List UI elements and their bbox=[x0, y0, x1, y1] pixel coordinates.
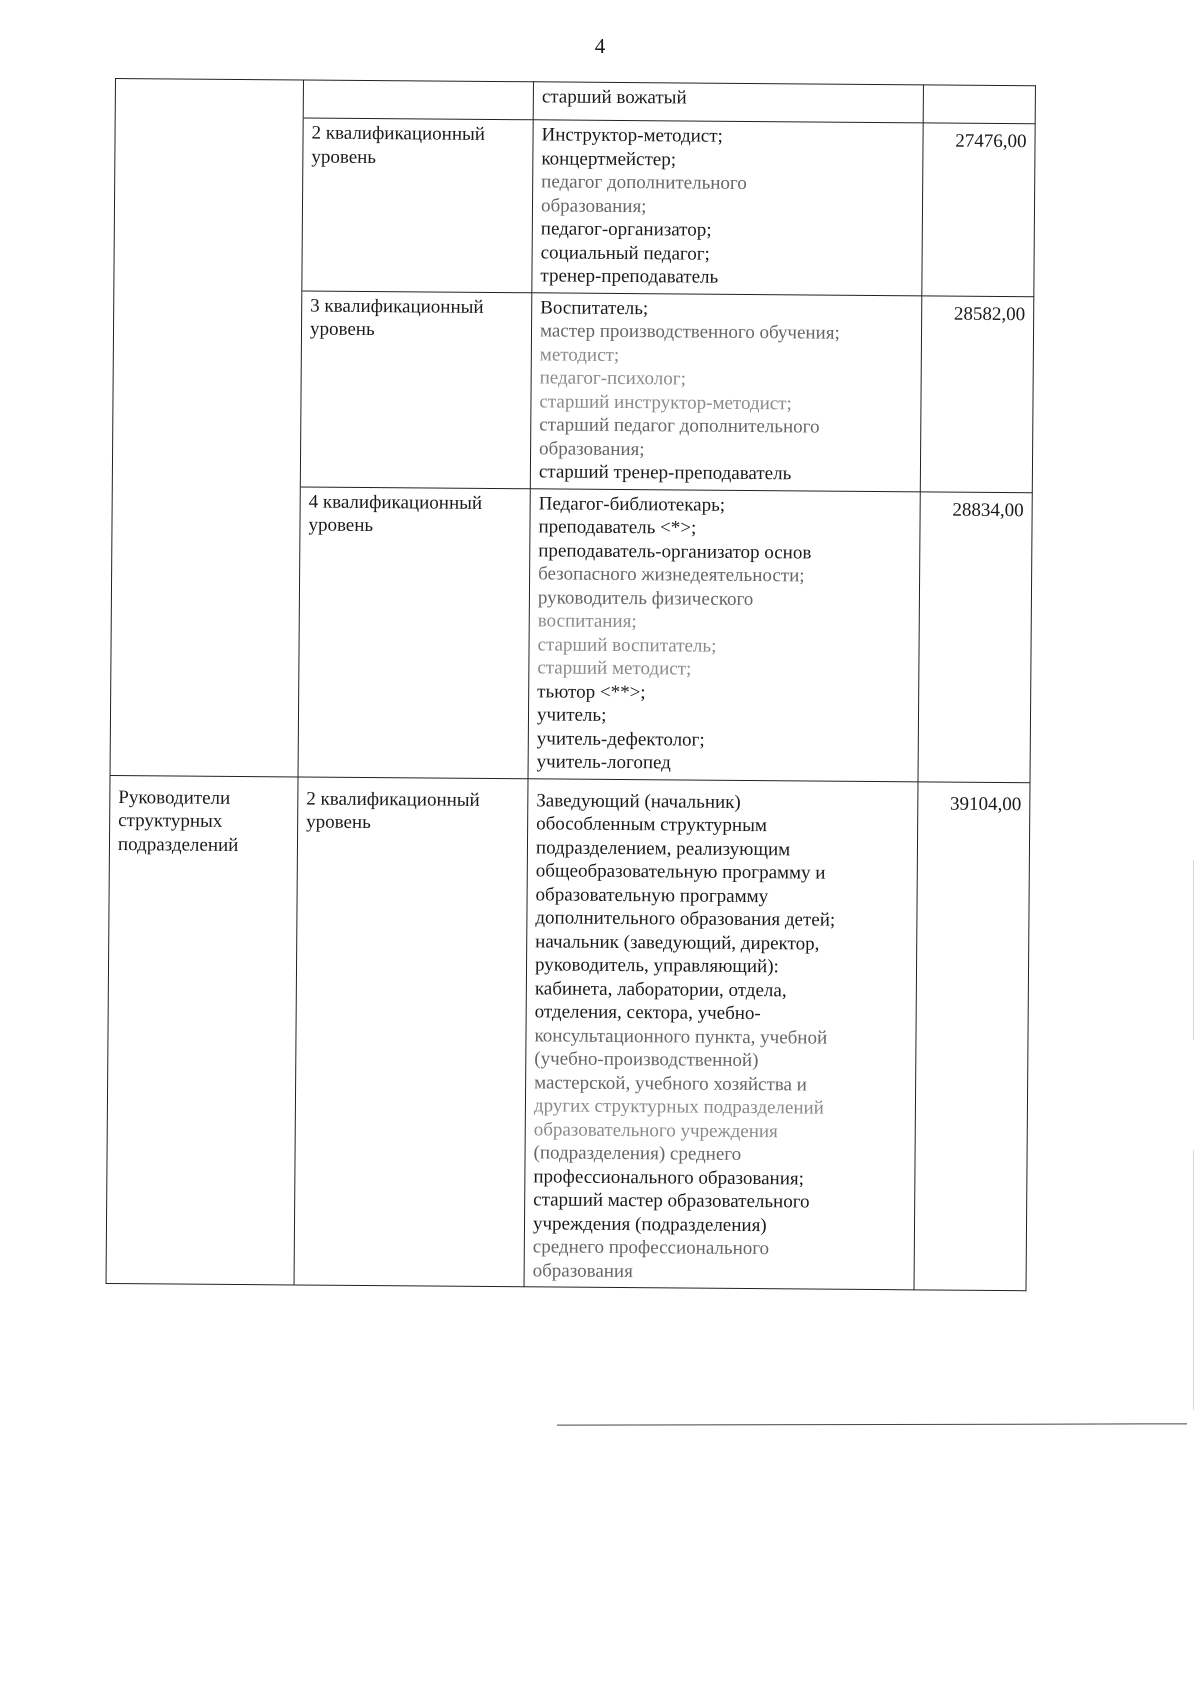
position-item: образования bbox=[532, 1259, 633, 1282]
positions-cell bbox=[530, 292, 922, 491]
position-item: старший воспитатель; bbox=[537, 633, 717, 657]
position-item: воспитания; bbox=[537, 610, 637, 633]
position-item: профессионального образования; bbox=[533, 1165, 805, 1189]
position-item: среднего профессионального bbox=[532, 1236, 770, 1260]
salary-table bbox=[106, 78, 1036, 1291]
level-cell: 2 квалификационный уровень bbox=[302, 118, 533, 292]
position-item: старший мастер образовательного bbox=[533, 1189, 810, 1213]
position-item: старший вожатый bbox=[541, 86, 687, 109]
salary-cell: 27476,00 bbox=[922, 123, 1035, 296]
positions-cell bbox=[528, 488, 920, 781]
position-item: учитель-логопед bbox=[536, 751, 671, 774]
position-item: социальный педагог; bbox=[540, 241, 710, 265]
position-item: тьютор <**>; bbox=[537, 680, 646, 703]
group-cell bbox=[110, 485, 300, 776]
position-item: консультационного пункта, учебной bbox=[534, 1024, 828, 1049]
group-cell bbox=[112, 289, 302, 486]
position-item: отделения, сектора, учебно- bbox=[534, 1001, 761, 1025]
position-item: образования; bbox=[540, 194, 647, 217]
position-item: педагог дополнительного bbox=[541, 171, 747, 194]
position-item: образования; bbox=[539, 437, 645, 460]
level-cell: 2 квалификационный уровень bbox=[294, 776, 528, 1286]
positions-cell bbox=[524, 778, 918, 1290]
salary-cell: 28834,00 bbox=[918, 491, 1032, 782]
position-item: старший педагог дополнительного bbox=[539, 414, 820, 438]
position-item: кабинета, лаборатории, отдела, bbox=[534, 977, 787, 1001]
position-item: методист; bbox=[539, 343, 620, 366]
position-item: безопасного жизнедеятельности; bbox=[538, 563, 805, 587]
position-item: других структурных подразделений bbox=[533, 1095, 824, 1119]
position-item: мастерской, учебного хозяйства и bbox=[534, 1071, 807, 1095]
position-item: педагог-организатор; bbox=[540, 218, 712, 241]
position-item: тренер-преподаватель bbox=[540, 265, 719, 288]
position-item: мастер производственного обучения; bbox=[539, 320, 840, 344]
group-cell bbox=[114, 117, 303, 291]
position-item: старший инструктор-методист; bbox=[539, 390, 792, 414]
position-item: Инструктор-методист; bbox=[541, 124, 723, 147]
salary-cell: 28582,00 bbox=[920, 295, 1034, 492]
group-cell: Руководители структурных подразделений bbox=[106, 775, 298, 1285]
table-row bbox=[106, 775, 1030, 1291]
position-item: старший методист; bbox=[537, 657, 692, 680]
positions-cell bbox=[532, 120, 923, 296]
position-item: (учебно-производственной) bbox=[534, 1048, 759, 1072]
group-cell bbox=[115, 79, 303, 118]
position-item: подразделением, реализующим bbox=[535, 836, 791, 860]
salary-cell bbox=[923, 85, 1035, 124]
positions-cell bbox=[533, 82, 923, 123]
position-item: учреждения (подразделения) bbox=[532, 1212, 767, 1236]
table-row bbox=[114, 117, 1035, 297]
scan-margin-mark bbox=[1193, 860, 1194, 1040]
table-row bbox=[112, 289, 1034, 492]
position-item: преподаватель-организатор основ bbox=[538, 539, 812, 563]
position-item: Воспитатель; bbox=[540, 296, 649, 319]
position-item: Педагог-библиотекарь; bbox=[538, 492, 726, 516]
position-item: образовательного учреждения bbox=[533, 1118, 778, 1142]
position-item: начальник (заведующий, директор, bbox=[535, 930, 820, 955]
position-item: дополнительного образования детей; bbox=[535, 907, 836, 931]
position-item: преподаватель <*>; bbox=[538, 516, 697, 539]
position-item: общеобразовательную программу и bbox=[535, 860, 826, 884]
position-item: Заведующий (начальник) bbox=[536, 789, 741, 813]
position-item: учитель-дефектолог; bbox=[536, 727, 705, 751]
position-item: концертмейстер; bbox=[541, 147, 677, 170]
position-item: руководитель физического bbox=[537, 586, 754, 610]
position-item: руководитель, управляющий): bbox=[534, 954, 779, 978]
scan-margin-mark bbox=[1193, 1150, 1194, 1410]
level-cell: 3 квалификационный уровень bbox=[300, 290, 532, 488]
level-cell bbox=[303, 80, 533, 120]
position-item: образовательную программу bbox=[535, 883, 769, 907]
table-row bbox=[110, 485, 1032, 782]
page-number: 4 bbox=[594, 34, 606, 58]
footer-rule bbox=[557, 1423, 1187, 1425]
position-item: (подразделения) среднего bbox=[533, 1142, 742, 1165]
salary-cell: 39104,00 bbox=[914, 781, 1030, 1290]
position-item: старший тренер-преподаватель bbox=[538, 461, 792, 485]
position-item: педагог-психолог; bbox=[539, 367, 686, 390]
position-item: учитель; bbox=[536, 704, 607, 726]
position-item: обособленным структурным bbox=[536, 813, 767, 837]
level-cell: 4 квалификационный уровень bbox=[298, 486, 530, 778]
